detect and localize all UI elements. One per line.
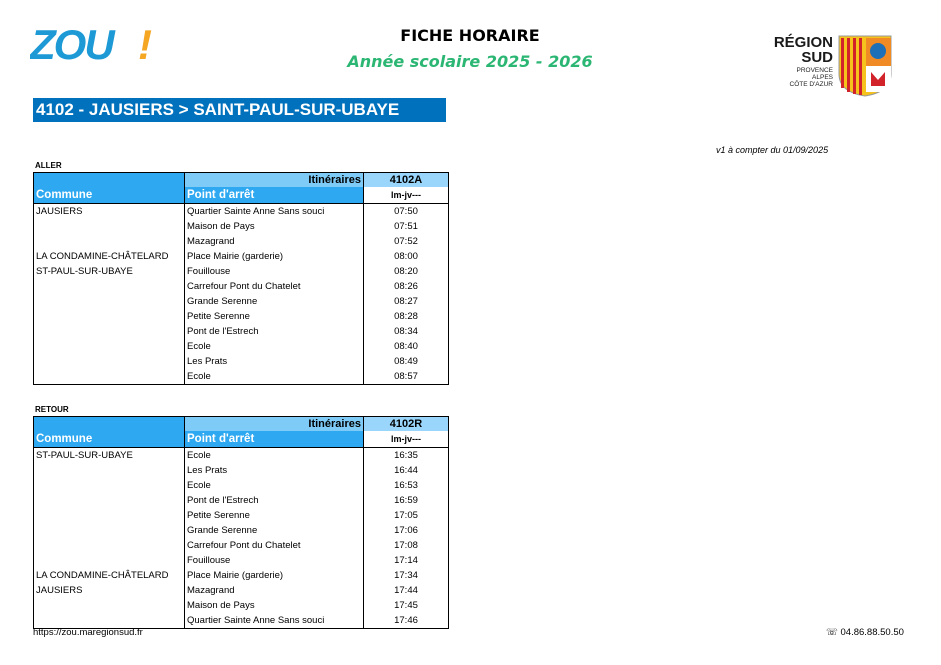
commune-header: Commune [34,431,185,448]
region-logo-line5: CÔTE D'AZUR [789,81,833,88]
table-row [34,493,449,508]
commune-cell: LA CONDAMINE-CHÂTELARD [34,568,185,583]
table-row [34,294,449,309]
time-cell: 08:20 [364,264,449,279]
itinerary-code: 4102A [364,173,449,188]
stop-cell: Maison de Pays [185,219,364,234]
stop-cell: Maison de Pays [185,598,364,613]
region-logo-line3: PROVENCE [796,67,833,74]
region-logo-line1: RÉGION [773,34,833,51]
footer-phone: ☏ 04.86.88.50.50 [826,627,904,638]
table-row [34,204,449,220]
table-row [34,369,449,385]
time-cell: 08:28 [364,309,449,324]
stop-cell: Ecole [185,478,364,493]
table-row [34,508,449,523]
table-row [34,448,449,464]
time-cell: 07:52 [364,234,449,249]
table-row [34,463,449,478]
commune-cell [34,294,185,309]
itinerary-code: 4102R [364,417,449,432]
commune-cell: JAUSIERS [34,204,185,220]
time-cell: 08:26 [364,279,449,294]
commune-cell [34,369,185,385]
commune-cell [34,478,185,493]
region-shield-icon [837,34,893,98]
commune-cell [34,219,185,234]
table-row [34,354,449,369]
commune-cell [34,493,185,508]
retour-rows [34,448,449,629]
stop-cell: Petite Serenne [185,508,364,523]
route-banner: 4102 - JAUSIERS > SAINT-PAUL-SUR-UBAYE [33,98,446,122]
table-header-row [34,417,449,432]
region-sud-logo [760,30,895,100]
commune-cell [34,538,185,553]
commune-cell [34,553,185,568]
stop-cell: Grande Serenne [185,523,364,538]
time-cell: 17:44 [364,583,449,598]
time-cell: 16:53 [364,478,449,493]
zou-logo [30,22,165,66]
stop-cell: Grande Serenne [185,294,364,309]
time-cell: 17:05 [364,508,449,523]
stop-cell: Quartier Sainte Anne Sans souci [185,613,364,629]
stop-cell: Ecole [185,369,364,385]
stop-cell: Ecole [185,448,364,464]
stop-cell: Ecole [185,339,364,354]
commune-cell [34,354,185,369]
commune-cell [34,339,185,354]
stop-cell: Mazagrand [185,583,364,598]
table-header-row [34,173,449,188]
time-cell: 17:45 [364,598,449,613]
table-row [34,523,449,538]
stop-cell: Carrefour Pont du Chatelet [185,279,364,294]
commune-cell: ST-PAUL-SUR-UBAYE [34,264,185,279]
stop-cell: Mazagrand [185,234,364,249]
itineraires-label: Itinéraires [185,173,364,188]
commune-cell [34,309,185,324]
stop-cell: Fouillouse [185,553,364,568]
stop-cell: Petite Serenne [185,309,364,324]
table-row [34,249,449,264]
stop-cell: Pont de l'Estrech [185,324,364,339]
table-header-row [34,187,449,204]
time-cell: 08:40 [364,339,449,354]
time-cell: 07:50 [364,204,449,220]
commune-cell: ST-PAUL-SUR-UBAYE [34,448,185,464]
commune-cell [34,508,185,523]
aller-table [33,172,449,385]
commune-cell [34,523,185,538]
time-cell: 17:46 [364,613,449,629]
time-cell: 16:44 [364,463,449,478]
table-row [34,553,449,568]
retour-table [33,416,449,629]
aller-rows [34,204,449,385]
table-row [34,234,449,249]
time-cell: 07:51 [364,219,449,234]
stop-cell: Les Prats [185,463,364,478]
table-row [34,264,449,279]
validity-note: v1 à compter du 01/09/2025 [716,145,829,155]
time-cell: 17:34 [364,568,449,583]
table-row [34,478,449,493]
time-cell: 08:27 [364,294,449,309]
footer-website-link[interactable]: https://zou.maregionsud.fr [33,627,143,638]
time-cell: 16:35 [364,448,449,464]
page-title: FICHE HORAIRE [400,26,540,45]
stop-cell: Carrefour Pont du Chatelet [185,538,364,553]
stop-cell: Les Prats [185,354,364,369]
table-row [34,583,449,598]
table-row [34,568,449,583]
time-cell: 08:57 [364,369,449,385]
page-subtitle: Année scolaire 2025 - 2026 [347,52,593,71]
stop-cell: Place Mairie (garderie) [185,568,364,583]
stop-cell: Quartier Sainte Anne Sans souci [185,204,364,220]
commune-cell: LA CONDAMINE-CHÂTELARD [34,249,185,264]
time-cell: 17:08 [364,538,449,553]
retour-label: RETOUR [35,405,69,414]
stop-cell: Pont de l'Estrech [185,493,364,508]
time-cell: 08:49 [364,354,449,369]
itineraires-label: Itinéraires [185,417,364,432]
table-row [34,339,449,354]
svg-text:!: ! [138,22,152,66]
table-row [34,219,449,234]
aller-label: ALLER [35,161,62,170]
table-header-row [34,431,449,448]
time-cell: 08:34 [364,324,449,339]
stop-cell: Place Mairie (garderie) [185,249,364,264]
table-row [34,279,449,294]
region-logo-line2: SUD [801,49,833,66]
time-cell: 08:00 [364,249,449,264]
time-cell: 17:06 [364,523,449,538]
region-logo-line4: ALPES [812,74,833,81]
arret-header: Point d'arrêt [185,187,364,204]
days-header: lm-jv--- [364,187,449,204]
stop-cell: Fouillouse [185,264,364,279]
commune-cell [34,598,185,613]
commune-header: Commune [34,187,185,204]
days-header: lm-jv--- [364,431,449,448]
table-row [34,538,449,553]
commune-cell [34,463,185,478]
commune-cell [34,279,185,294]
commune-cell [34,324,185,339]
commune-cell [34,234,185,249]
table-row [34,309,449,324]
svg-text:ZOU: ZOU [30,22,113,66]
commune-cell: JAUSIERS [34,583,185,598]
arret-header: Point d'arrêt [185,431,364,448]
time-cell: 17:14 [364,553,449,568]
table-row [34,324,449,339]
table-row [34,598,449,613]
time-cell: 16:59 [364,493,449,508]
